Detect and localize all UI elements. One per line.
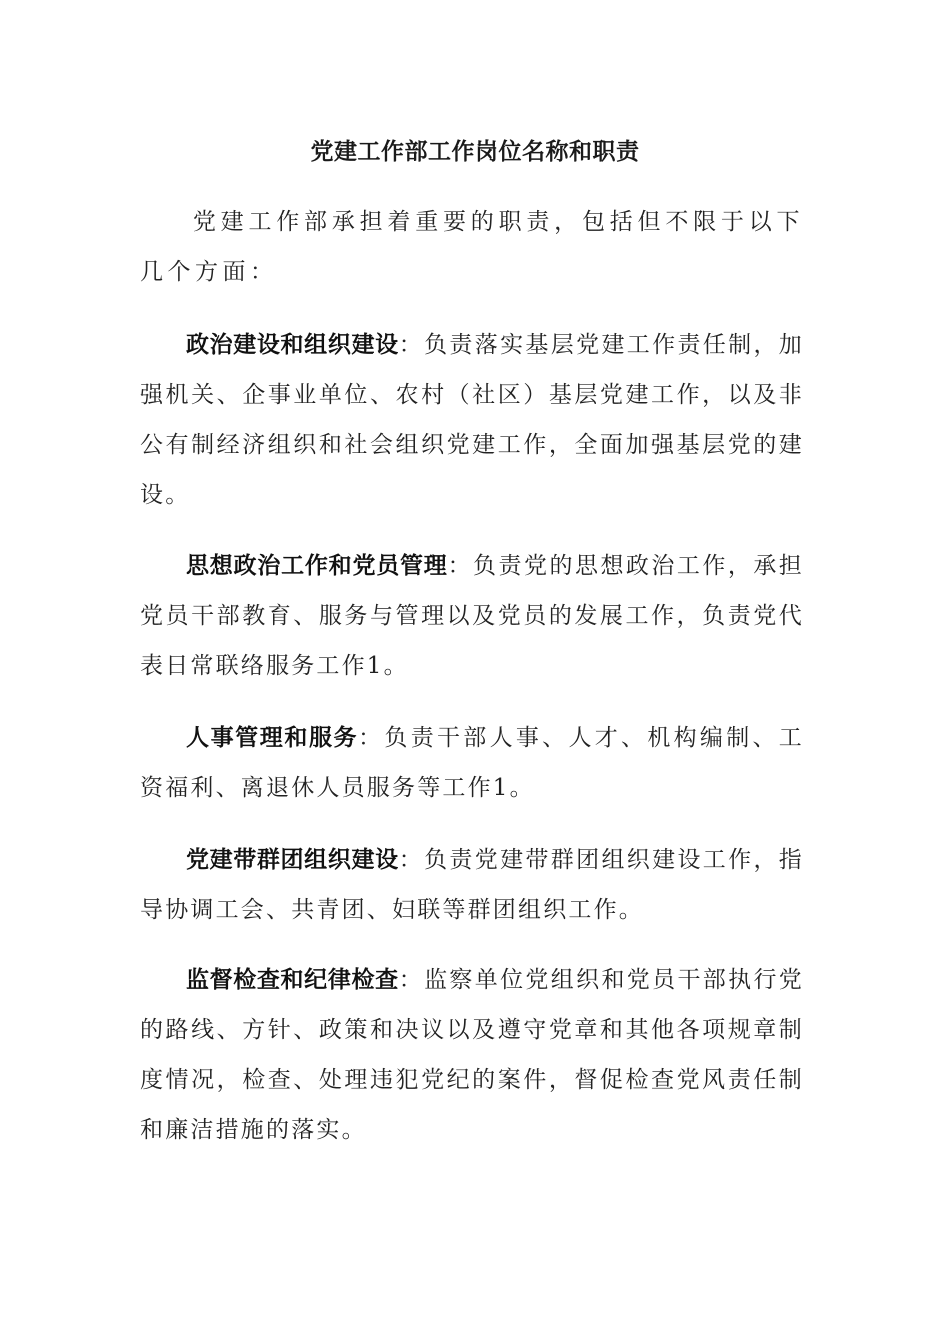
document-title: 党建工作部工作岗位名称和职责 — [310, 138, 640, 165]
section-heading: 党建带群团组织建设 — [186, 846, 399, 873]
section-body: ：监察单位党组织和党员干部执行党的路线、方针、政策和决议以及遵守党章和其他各项规章制度情况，检查、处理违犯党纪的案件，督促检查党风责任制和廉洁措施的落实。 — [140, 967, 805, 1143]
section-body: ：负责干部人事、人才、机构编制、工资福利、离退休人员服务等工作1。 — [140, 725, 804, 801]
section-body: ：负责党的思想政治工作，承担党员干部教育、服务与管理以及党员的发展工作，负责党代表日常联络服务工作1。 — [140, 553, 805, 679]
section-heading: 政治建设和组织建设 — [186, 331, 399, 358]
section-political-organizational — [140, 320, 804, 520]
section-body: ：负责党建带群团组织建设工作，指导协调工会、共青团、妇联等群团组织工作。 — [140, 847, 805, 923]
section-mass-organizations — [140, 835, 804, 935]
section-heading: 监督检查和纪律检查 — [186, 966, 399, 993]
section-body: ：负责落实基层党建工作责任制，加强机关、企事业单位、农村（社区）基层党建工作，以及非公有制经济组织和社会组织党建工作，全面加强基层党的建设。 — [140, 332, 805, 508]
section-heading: 思想政治工作和党员管理 — [186, 552, 448, 579]
section-supervision-discipline — [140, 955, 804, 1155]
section-heading: 人事管理和服务 — [186, 724, 359, 751]
section-ideological-member — [140, 541, 804, 691]
section-personnel — [140, 713, 804, 813]
intro-paragraph: 党建工作部承担着重要的职责，包括但不限于以下几个方面： — [140, 209, 804, 285]
